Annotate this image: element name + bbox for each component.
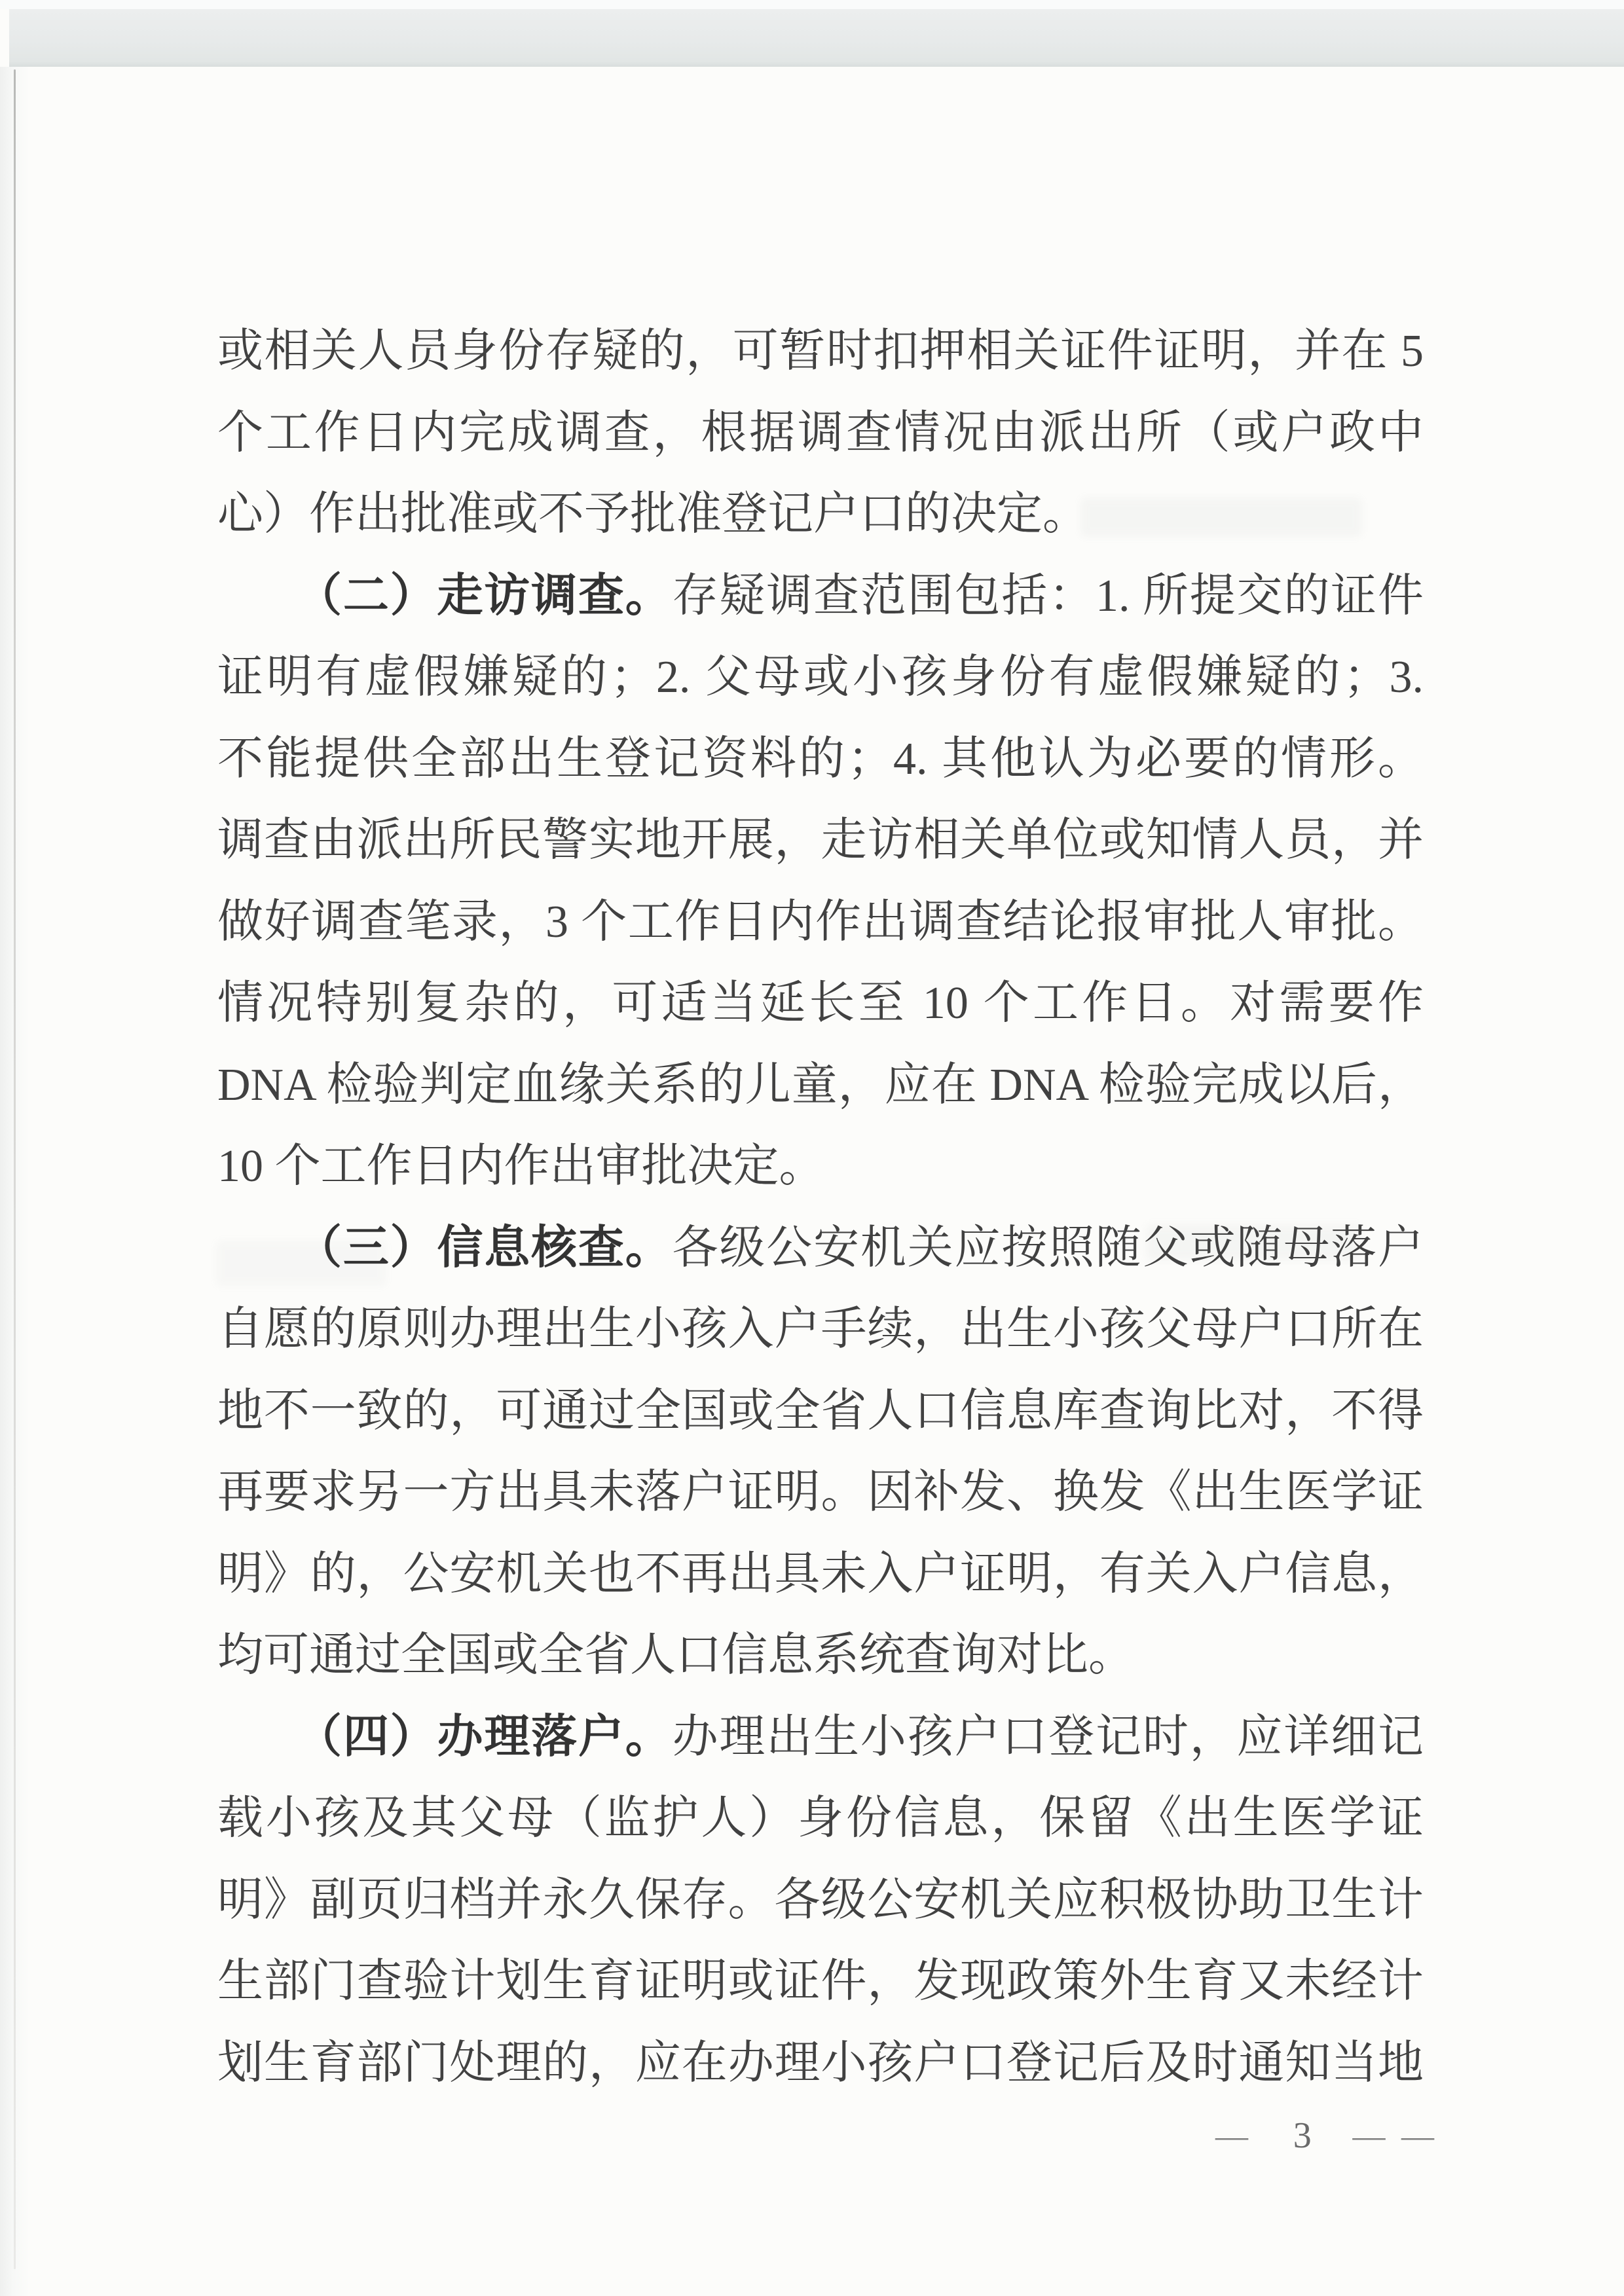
body-text: 证明有虚假嫌疑的；2. 父母或小孩身份有虚假嫌疑的；3.	[217, 652, 1424, 702]
text-line-7	[217, 800, 1424, 882]
body-text: 不能提供全部出生登记资料的；4. 其他认为必要的情形。	[217, 733, 1424, 784]
document-text-block	[217, 311, 1424, 2104]
body-text: 地不一致的，可通过全国或全省人口信息库查询比对，不得	[217, 1385, 1424, 1436]
footer-dash-left: —	[1215, 2117, 1252, 2154]
text-line-10	[217, 1045, 1424, 1127]
scan-top-margin	[0, 0, 1624, 9]
body-text: 调查由派出所民警实地开展，走访相关单位或知情人员，并	[217, 815, 1424, 866]
text-line-4	[217, 556, 1424, 638]
body-text: 载小孩及其父母（监护人）身份信息，保留《出生医学证	[217, 1793, 1424, 1844]
body-text: 个工作日内完成调查，根据调查情况由派出所（或户政中	[217, 407, 1424, 458]
body-text: 明》副页归档并永久保存。各级公安机关应积极协助卫生计	[217, 1874, 1424, 1925]
body-text: 10 个工作日内作出审批决定。	[217, 1141, 825, 1192]
text-line-22	[217, 2023, 1424, 2105]
paragraph-label: （三）信息核查。	[296, 1222, 673, 1273]
text-line-19	[217, 1778, 1424, 1860]
paragraph-label: （四）办理落户。	[296, 1711, 673, 1762]
paragraph-label: （二）走访调查。	[296, 570, 673, 621]
footer-dash-right: — —	[1352, 2117, 1438, 2154]
body-text: 明》的，公安机关也不再出具未入户证明，有关入户信息，	[217, 1548, 1424, 1599]
page-number: 3	[1293, 2115, 1312, 2156]
text-line-17	[217, 1615, 1424, 1697]
body-text: 做好调查笔录，3 个工作日内作出调查结论报审批人审批。	[217, 896, 1424, 947]
text-line-12	[217, 1208, 1424, 1290]
body-text: 生部门查验计划生育证明或证件，发现政策外生育又未经计	[217, 1956, 1424, 2007]
scanner-edge-band	[9, 9, 1624, 67]
body-text: 均可通过全国或全省人口信息系统查询对比。	[217, 1630, 1134, 1681]
text-line-14	[217, 1371, 1424, 1453]
text-line-6	[217, 719, 1424, 801]
body-text: DNA 检验判定血缘关系的儿童，应在 DNA 检验完成以后，	[217, 1059, 1424, 1110]
text-line-2	[217, 393, 1424, 475]
text-line-8	[217, 882, 1424, 964]
text-line-16	[217, 1534, 1424, 1616]
page-footer	[1215, 2109, 1438, 2162]
text-line-5	[217, 637, 1424, 719]
text-line-15	[217, 1452, 1424, 1534]
body-text: 办理出生小孩户口登记时，应详细记	[672, 1711, 1424, 1762]
text-line-20	[217, 1860, 1424, 1942]
text-line-18	[217, 1697, 1424, 1779]
body-text: 再要求另一方出具未落户证明。因补发、换发《出生医学证	[217, 1467, 1424, 1518]
body-text: 或相关人员身份存疑的，可暂时扣押相关证件证明，并在 5	[217, 326, 1424, 376]
body-text: 各级公安机关应按照随父或随母落户	[672, 1222, 1424, 1273]
body-text: 自愿的原则办理出生小孩入户手续，出生小孩父母户口所在	[217, 1304, 1424, 1355]
page-left-crease-line	[14, 69, 16, 2269]
text-line-13	[217, 1289, 1424, 1371]
body-text: 心）作出批准或不予批准登记户口的决定。	[217, 489, 1088, 539]
text-line-21	[217, 1941, 1424, 2023]
text-line-9	[217, 963, 1424, 1045]
text-line-3	[217, 474, 1424, 556]
text-line-1	[217, 311, 1424, 393]
body-text: 划生育部门处理的，应在办理小孩户口登记后及时通知当地	[217, 2037, 1424, 2088]
body-text: 情况特别复杂的，可适当延长至 10 个工作日。对需要作	[217, 978, 1424, 1029]
text-line-11	[217, 1126, 1424, 1208]
body-text: 存疑调查范围包括：1. 所提交的证件	[672, 570, 1424, 621]
